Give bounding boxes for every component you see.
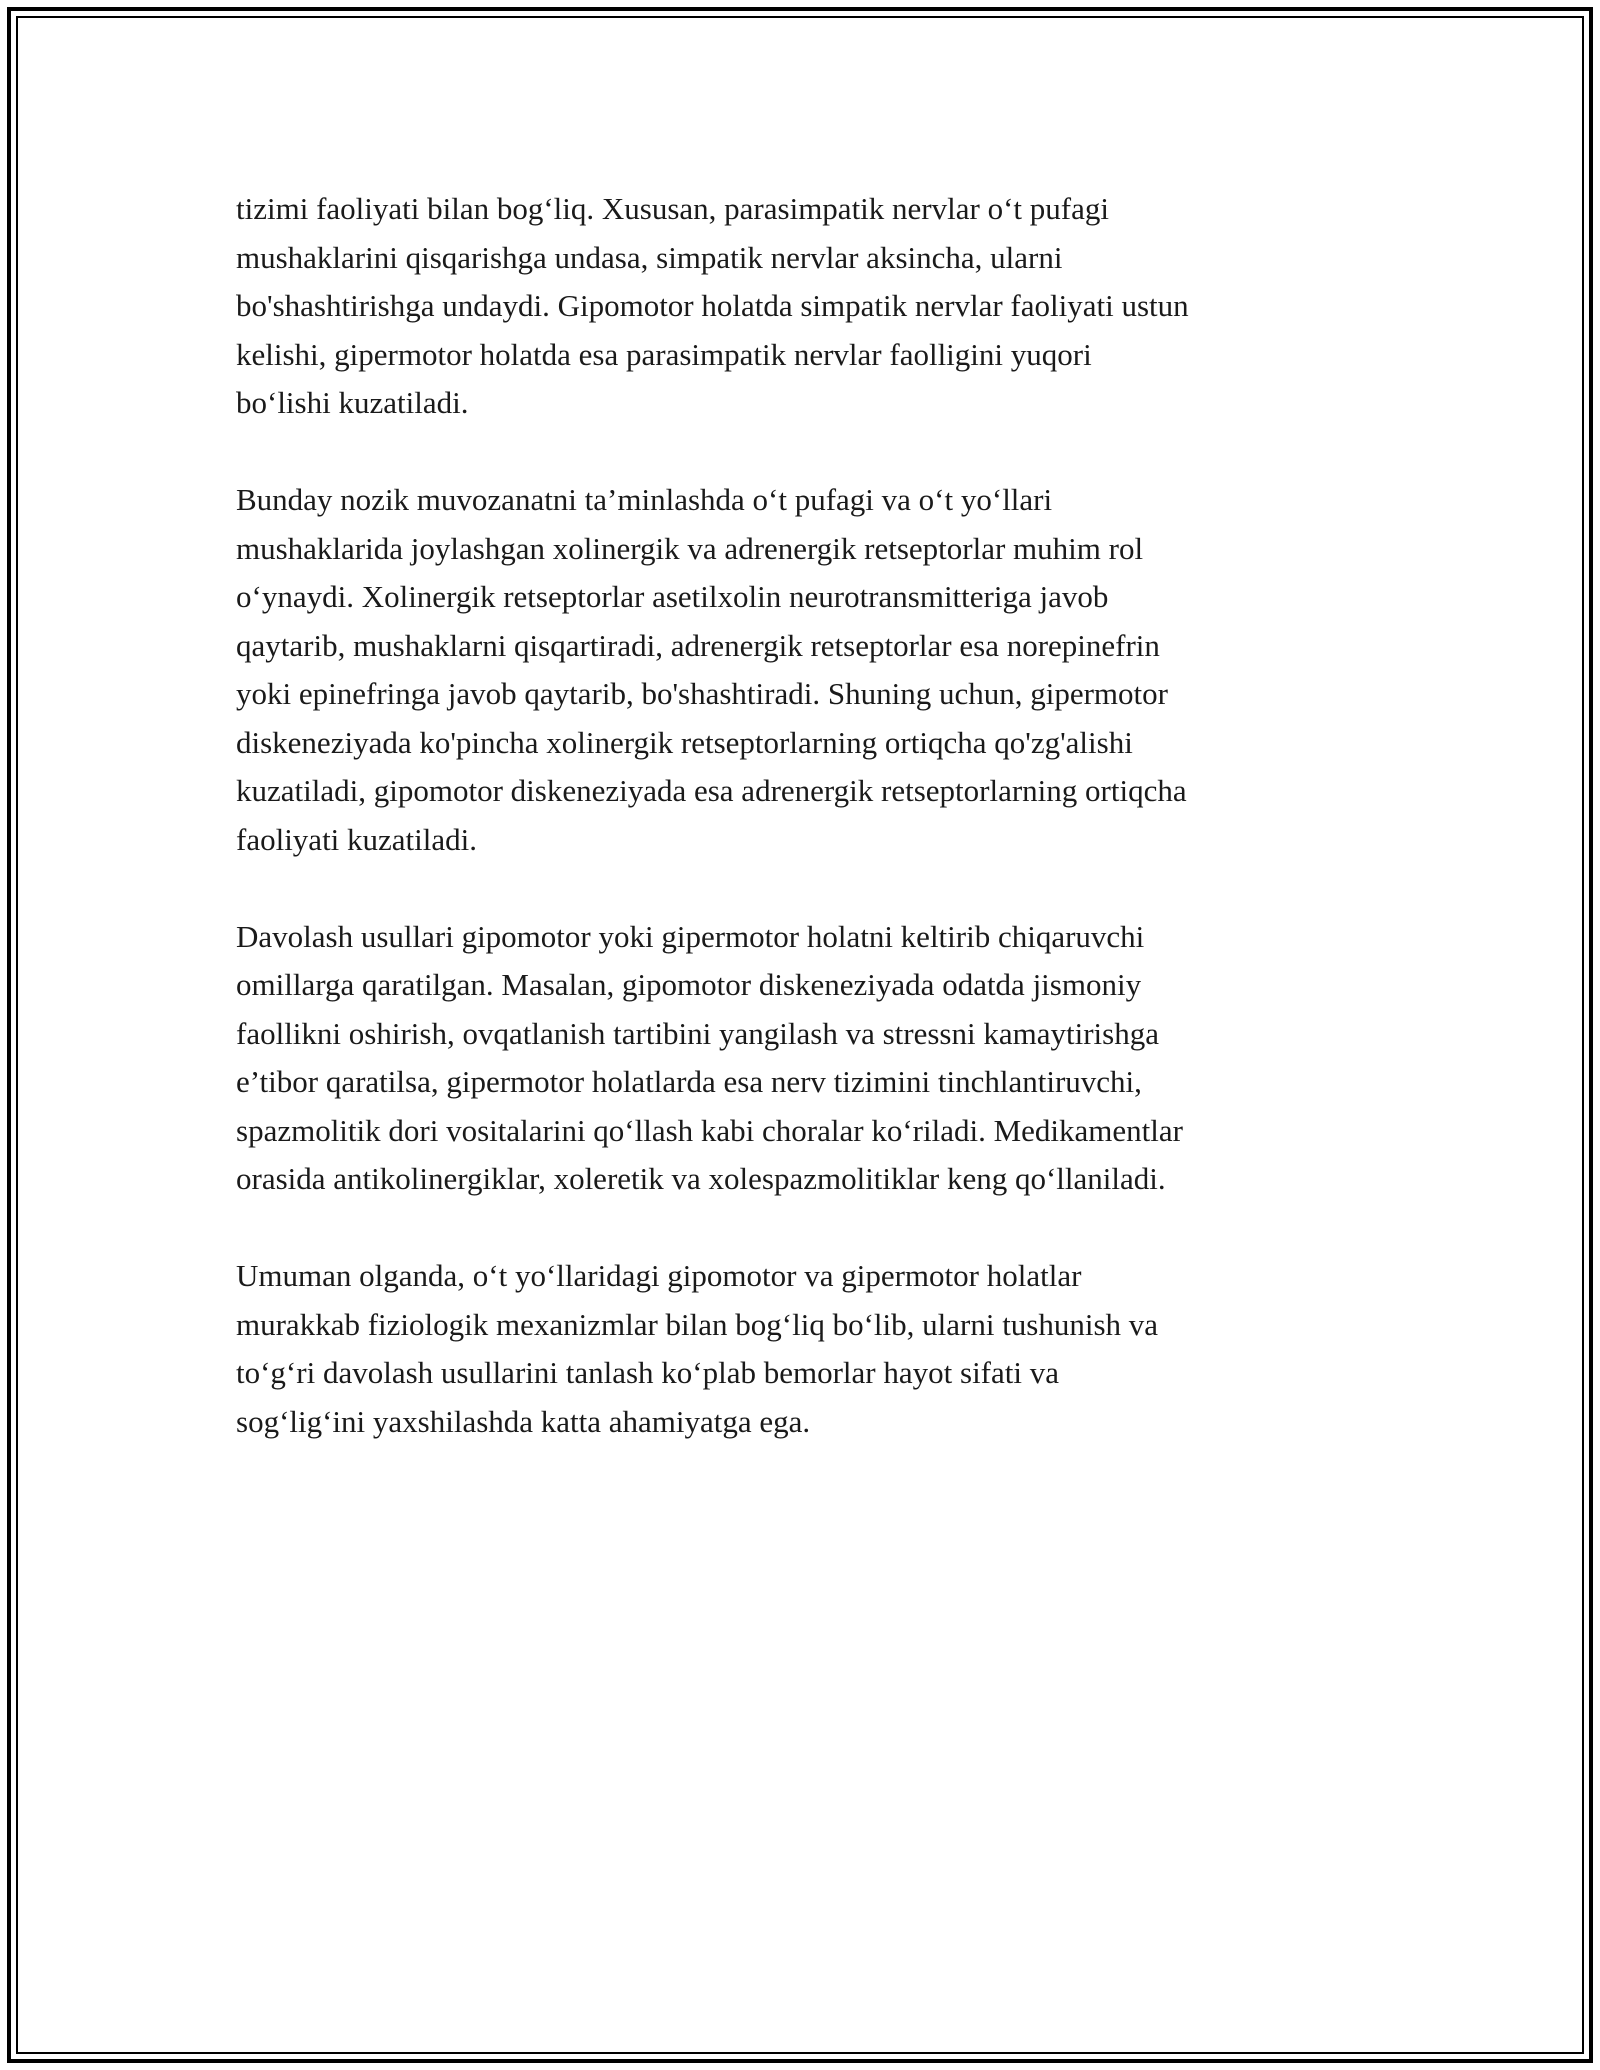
text-line: o‘ynaydi. Xolinergik retseptorlar asetilxolin neurotransmitteriga javob — [236, 579, 1109, 614]
text-line: yoki epinefringa javob qaytarib, bo'shashtiradi. Shuning uchun, gipermotor — [236, 676, 1168, 711]
paragraph-1 — [236, 185, 1376, 428]
paragraph-3 — [236, 913, 1376, 1204]
text-line: omillarga qaratilgan. Masalan, gipomotor diskeneziyada odatda jismoniy — [236, 967, 1142, 1002]
text-line: diskeneziyada ko'pincha xolinergik retseptorlarning ortiqcha qo'zg'alishi — [236, 724, 1133, 760]
text-line: faoliyati kuzatiladi. — [236, 821, 478, 857]
paragraph-2 — [236, 476, 1376, 864]
text-line: murakkab fiziologik mexanizmlar bilan bog‘liq bo‘lib, ularni tushunish va — [236, 1306, 1159, 1342]
text-line: kelishi, gipermotor holatda esa parasimpatik nervlar faolligini yuqori — [236, 336, 1092, 372]
document-body — [236, 185, 1376, 1495]
text-line: sog‘lig‘ini yaxshilashda katta ahamiyatga ega. — [236, 1403, 811, 1439]
text-line: to‘g‘ri davolash usullarini tanlash ko‘plab bemorlar hayot sifati va — [236, 1355, 1059, 1390]
text-line: Umuman olganda, o‘t yo‘llaridagi gipomotor va gipermotor holatlar — [236, 1258, 1082, 1293]
text-line: bo'shashtirishga undaydi. Gipomotor holatda simpatik nervlar faoliyati ustun — [236, 288, 1189, 323]
text-line: bo‘lishi kuzatiladi. — [236, 385, 469, 420]
text-line: mushaklarida joylashgan xolinergik va adrenergik retseptorlar muhim rol — [236, 530, 1144, 566]
text-line: Bunday nozik muvozanatni ta’minlashda o‘t pufagi va o‘t yo‘llari — [236, 482, 1053, 517]
text-line: spazmolitik dori vositalarini qo‘llash kabi choralar ko‘riladi. Medikamentlar — [236, 1112, 1183, 1148]
text-line: mushaklarini qisqarishga undasa, simpatik nervlar aksincha, ularni — [236, 239, 1063, 275]
text-line: tizimi faoliyati bilan bog‘liq. Xususan, parasimpatik nervlar o‘t pufagi — [236, 191, 1109, 226]
text-line: kuzatiladi, gipomotor diskeneziyada esa adrenergik retseptorlarning ortiqcha — [236, 773, 1187, 808]
text-line: e’tibor qaratilsa, gipermotor holatlarda esa nerv tizimini tinchlantiruvchi, — [236, 1064, 1142, 1099]
text-line: Davolash usullari gipomotor yoki gipermotor holatni keltirib chiqaruvchi — [236, 918, 1145, 954]
text-line: faollikni oshirish, ovqatlanish tartibini yangilash va stressni kamaytirishga — [236, 1015, 1159, 1051]
text-line: orasida antikolinergiklar, xoleretik va xolespazmolitiklar keng qo‘llaniladi. — [236, 1161, 1166, 1196]
paragraph-4 — [236, 1252, 1376, 1446]
text-line: qaytarib, mushaklarni qisqartiradi, adrenergik retseptorlar esa norepinefrin — [236, 627, 1160, 663]
